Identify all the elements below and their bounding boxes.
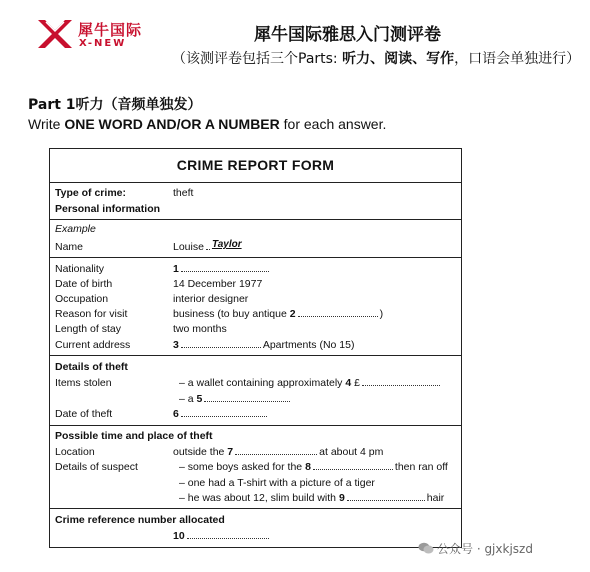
- answer-dots: [181, 408, 267, 417]
- logo-cn-text: 犀牛国际: [78, 21, 143, 39]
- address-post: Apartments (No 15): [262, 339, 355, 351]
- occupation-value: interior designer: [173, 293, 249, 305]
- possible-heading: Possible time and place of theft: [55, 430, 213, 442]
- answer-dots: [347, 492, 425, 501]
- answer-dots: [362, 377, 440, 386]
- row-suspect-3: [55, 492, 455, 506]
- q6-number: 6: [173, 408, 179, 420]
- type-label: Type of crime:: [55, 187, 126, 199]
- q8-blank[interactable]: [179, 461, 448, 473]
- dob-value: 14 December 1977: [173, 278, 263, 290]
- q10-blank[interactable]: [173, 530, 271, 542]
- subtitle-post: ，口语会单独进行）: [454, 51, 581, 67]
- q7-number: 7: [227, 446, 234, 458]
- instr-bold: ONE WORD AND/OR A NUMBER: [64, 116, 280, 132]
- row-suspect-2: [55, 477, 455, 491]
- divider: [50, 425, 461, 426]
- row-date-theft: [55, 408, 455, 422]
- row-details-theft: [55, 361, 455, 375]
- wechat-icon: [418, 542, 434, 554]
- row-location: [55, 446, 455, 460]
- reason-pre: business (to buy antique: [173, 308, 287, 320]
- name-first: Louise: [173, 241, 204, 253]
- q1-number: 1: [173, 263, 179, 275]
- location-post: at about 4 pm: [319, 446, 384, 458]
- row-personal: [55, 203, 455, 217]
- address-label: Current address: [55, 339, 131, 351]
- q1-blank[interactable]: [173, 263, 271, 275]
- suspect-3-post: hair: [426, 492, 445, 504]
- q6-blank[interactable]: [173, 408, 269, 420]
- q3-blank[interactable]: [173, 339, 354, 351]
- divider: [50, 508, 461, 509]
- row-q10: [55, 530, 455, 544]
- row-occupation: [55, 293, 455, 307]
- wechat-watermark: [418, 540, 533, 557]
- subtitle-pre: （该测评卷包括三个Parts:: [172, 51, 343, 67]
- answer-dots: [187, 530, 269, 539]
- x-logo-icon: [36, 18, 74, 50]
- q3-number: 3: [173, 339, 179, 351]
- items-1-currency: £: [354, 377, 360, 389]
- suspect-1-pre: – some boys asked for the: [179, 461, 303, 473]
- location-label: Location: [55, 446, 95, 458]
- date-theft-label: Date of theft: [55, 408, 113, 420]
- logo-en-text: X-NEW: [79, 38, 127, 49]
- q10-number: 10: [173, 530, 185, 542]
- answer-dots: [235, 446, 317, 455]
- form-title: CRIME REPORT FORM: [50, 149, 461, 183]
- items-1-pre: – a wallet containing approximately: [179, 377, 343, 389]
- name-label: Name: [55, 241, 84, 253]
- suspect-1-post: then ran off: [394, 461, 448, 473]
- brand-logo: [36, 18, 146, 52]
- name-value: [173, 241, 242, 253]
- row-items-1: [55, 377, 455, 391]
- stay-value: two months: [173, 323, 227, 335]
- type-value: theft: [173, 187, 194, 199]
- q7-blank[interactable]: [173, 446, 383, 458]
- suspect-2: – one had a T-shirt with a picture of a tiger: [179, 477, 375, 489]
- row-address: [55, 339, 455, 353]
- answer-dots: [313, 461, 393, 470]
- subtitle-bold: 听力、阅读、写作: [342, 51, 455, 67]
- answer-dots: [298, 308, 378, 317]
- row-stay: [55, 323, 455, 337]
- instr-pre: Write: [28, 116, 65, 132]
- row-possible: [55, 430, 455, 444]
- row-reason: [55, 308, 455, 322]
- crime-report-form: [49, 148, 462, 548]
- row-items-2: [55, 393, 455, 407]
- divider: [50, 355, 461, 356]
- answer-dots: [181, 263, 269, 272]
- q9-blank[interactable]: [179, 492, 444, 504]
- divider: [50, 219, 461, 220]
- details-theft-heading: Details of theft: [55, 361, 128, 373]
- suspect-3-pre: – he was about 12, slim build with: [179, 492, 337, 504]
- stay-label: Length of stay: [55, 323, 121, 335]
- q2-number: 2: [289, 308, 296, 320]
- occupation-label: Occupation: [55, 293, 109, 305]
- dob-label: Date of birth: [55, 278, 113, 290]
- answer-dots: [204, 393, 290, 402]
- reason-label: Reason for visit: [55, 308, 128, 320]
- row-name: [55, 241, 455, 255]
- watermark-text: 公众号 · gjxkjszd: [437, 542, 533, 556]
- row-dob: [55, 278, 455, 292]
- q4-blank[interactable]: [179, 377, 442, 389]
- q5-number: 5: [196, 393, 203, 405]
- q8-number: 8: [305, 461, 311, 473]
- suspect-label: Details of suspect: [55, 461, 138, 473]
- page-subtitle: [172, 50, 582, 68]
- handwritten-name: Taylor: [211, 239, 242, 250]
- personal-info-heading: Personal information: [55, 203, 161, 215]
- part-heading: Part 1听力（音频单独发）: [28, 97, 202, 113]
- items-label: Items stolen: [55, 377, 112, 389]
- row-nationality: [55, 263, 455, 277]
- instr-post: for each answer.: [279, 116, 387, 132]
- reason-post: ): [379, 308, 384, 320]
- row-suspect-1: [55, 461, 455, 475]
- q4-number: 4: [345, 377, 352, 389]
- answer-dots: [206, 241, 210, 250]
- divider: [50, 257, 461, 258]
- page-title: 犀牛国际雅思入门测评卷: [254, 25, 441, 45]
- instructions: [28, 116, 386, 132]
- crime-ref-heading: Crime reference number allocated: [55, 514, 225, 526]
- row-example: [55, 223, 455, 237]
- answer-dots: [181, 339, 261, 348]
- q9-number: 9: [338, 492, 345, 504]
- row-type: [55, 187, 455, 201]
- location-pre: outside the: [173, 446, 225, 458]
- q2-blank[interactable]: [173, 308, 383, 320]
- items-2-pre: – a: [179, 393, 194, 405]
- q5-blank[interactable]: [179, 393, 292, 405]
- example-label: Example: [55, 223, 96, 235]
- nationality-label: Nationality: [55, 263, 105, 275]
- row-crime-ref: [55, 514, 455, 528]
